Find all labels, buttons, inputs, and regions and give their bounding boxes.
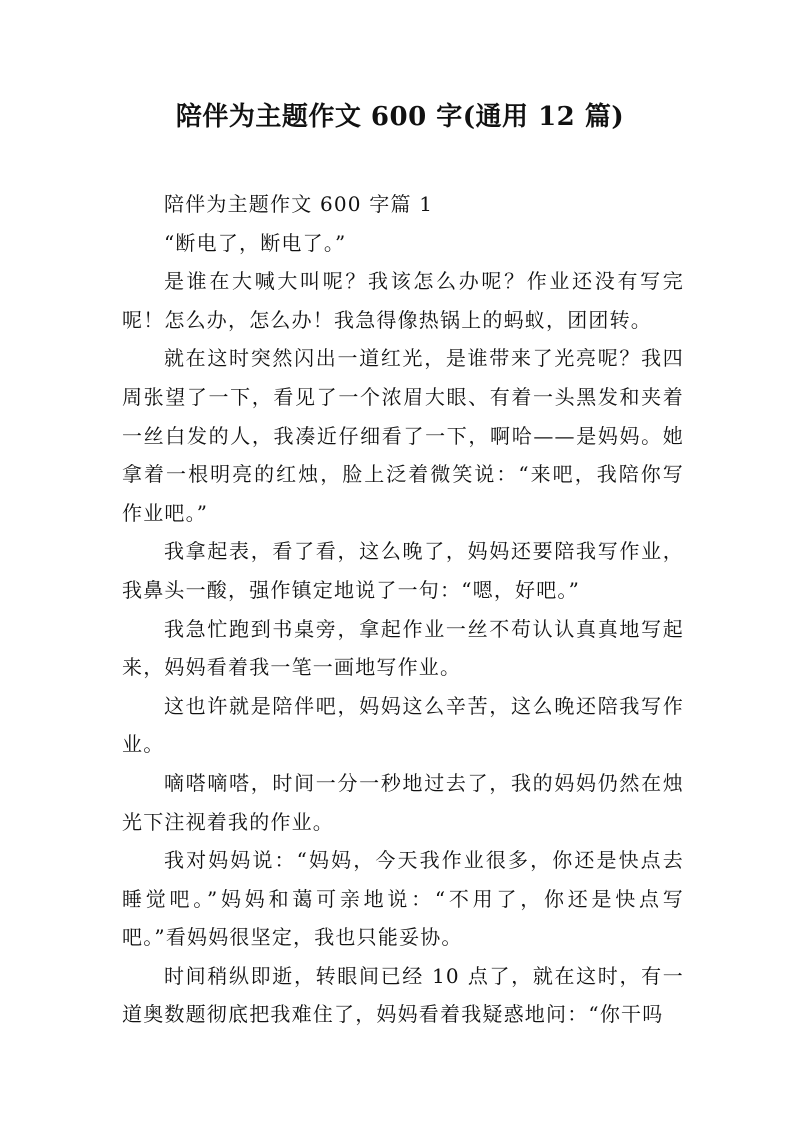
section-heading: 陪伴为主题作文 600 字篇 1: [164, 192, 434, 216]
paragraph: 我拿起表，看了看，这么晚了，妈妈还要陪我写作业，我鼻头一酸，强作镇定地说了一句：“嗯，好吧。”: [122, 539, 684, 602]
paragraph: 嘀嗒嘀嗒，时间一分一秒地过去了，我的妈妈仍然在烛光下注视着我的作业。: [122, 770, 684, 834]
paragraph: “断电了，断电了。”: [164, 230, 347, 255]
paragraph: 时间稍纵即逝，转眼间已经 10 点了，就在这时，有一道奥数题彻底把我难住了，妈妈看着我疑惑地问：“你干吗: [122, 963, 684, 1027]
paragraph: 这也许就是陪伴吧，妈妈这么辛苦，这么晚还陪我写作业。: [122, 693, 684, 757]
document-body: [122, 185, 684, 1034]
paragraph: 就在这时突然闪出一道红光，是谁带来了光亮呢？我四周张望了一下，看见了一个浓眉大眼、有着一头黑发和夹着一丝白发的人，我凑近仔细看了一下，啊哈——是妈妈。她拿着一根明亮的红烛，脸上泛着微笑说：“来吧，我陪你写作业吧。”: [122, 346, 684, 525]
document-title: 陪伴为主题作文 600 字(通用 12 篇): [175, 102, 625, 132]
paragraph: 我对妈妈说：“妈妈，今天我作业很多，你还是快点去睡觉吧。”妈妈和蔼可亲地说：“不用了，你还是快点写吧。”看妈妈很坚定，我也只能妥协。: [122, 848, 684, 950]
paragraph: 我急忙跑到书桌旁，拿起作业一丝不苟认认真真地写起来，妈妈看着我一笔一画地写作业。: [122, 616, 684, 680]
paragraph: 是谁在大喊大叫呢？我该怎么办呢？作业还没有写完呢！怎么办，怎么办！我急得像热锅上的蚂蚁，团团转。: [122, 269, 684, 332]
